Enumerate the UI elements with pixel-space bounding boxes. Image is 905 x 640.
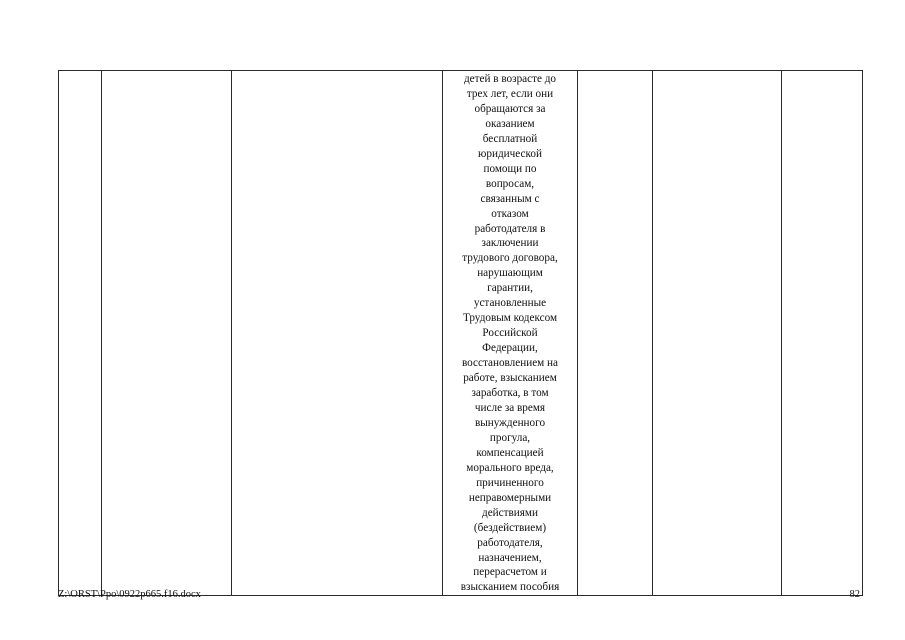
document-table (58, 70, 863, 596)
cell-text-line: Трудовым кодексом (462, 312, 558, 325)
table-cell-col-4 (443, 71, 578, 596)
cell-text-line: перерасчетом и (473, 566, 547, 579)
cell-text-line: вопросам, (485, 177, 535, 190)
cell-text-line: действиями (482, 506, 538, 519)
cell-text-line: отказом (491, 207, 529, 220)
cell-text-line: трудового договора, (462, 252, 558, 265)
cell-text-block (443, 71, 577, 595)
cell-text-line: прогула, (489, 431, 531, 444)
cell-text-line: детей в возрасте до (463, 73, 557, 85)
table-cell-col-3 (232, 71, 443, 596)
cell-text-line: юридической (478, 147, 542, 160)
table-cell-col-6 (653, 71, 782, 596)
cell-text-line: связанным с (480, 192, 540, 205)
cell-text-line: работодателя, (477, 536, 543, 549)
table-cell-col-7 (782, 71, 863, 596)
footer-file-path: Z:\ORST\Ppo\0922p665.f16.docx (58, 589, 201, 600)
cell-text-line: трех лет, если они (466, 87, 554, 100)
table-cell-col-2 (102, 71, 232, 596)
cell-text-line: помощи по (483, 162, 537, 175)
cell-text-line: работодателя в (474, 222, 546, 235)
cell-text-line: взысканием пособия (460, 581, 560, 594)
footer-page-number: 82 (849, 589, 860, 600)
cell-text-line: гарантии, (487, 282, 533, 295)
cell-text-line: восстановлением на (461, 357, 559, 370)
table-row (59, 71, 863, 596)
cell-text-line: работе, взысканием (463, 372, 557, 385)
cell-text-line: (бездействием) (473, 521, 547, 534)
table-cell-col-1 (59, 71, 102, 596)
cell-text-line: морального вреда, (466, 461, 554, 474)
cell-text-line: неправомерными (468, 491, 552, 504)
cell-text-line: причиненного (476, 476, 544, 489)
document-table-region (58, 70, 862, 594)
cell-text-line: заработка, в том (471, 387, 549, 400)
cell-text-line: обращаются за (474, 102, 546, 115)
cell-text-line: установленные (473, 297, 547, 310)
cell-text-line: назначением, (478, 551, 542, 564)
cell-text-line: оказанием (485, 117, 535, 130)
cell-text-line: вынужденного (474, 416, 546, 429)
cell-text-line: числе за время (474, 401, 546, 414)
cell-text-line: Федерации, (482, 342, 538, 355)
cell-text-line: нарушающим (477, 267, 543, 280)
table-cell-col-5 (578, 71, 653, 596)
cell-text-line: Российской (482, 327, 538, 340)
cell-text-line: компенсацией (476, 446, 544, 459)
cell-text-line: бесплатной (482, 132, 538, 145)
cell-text-line: заключении (481, 237, 539, 250)
